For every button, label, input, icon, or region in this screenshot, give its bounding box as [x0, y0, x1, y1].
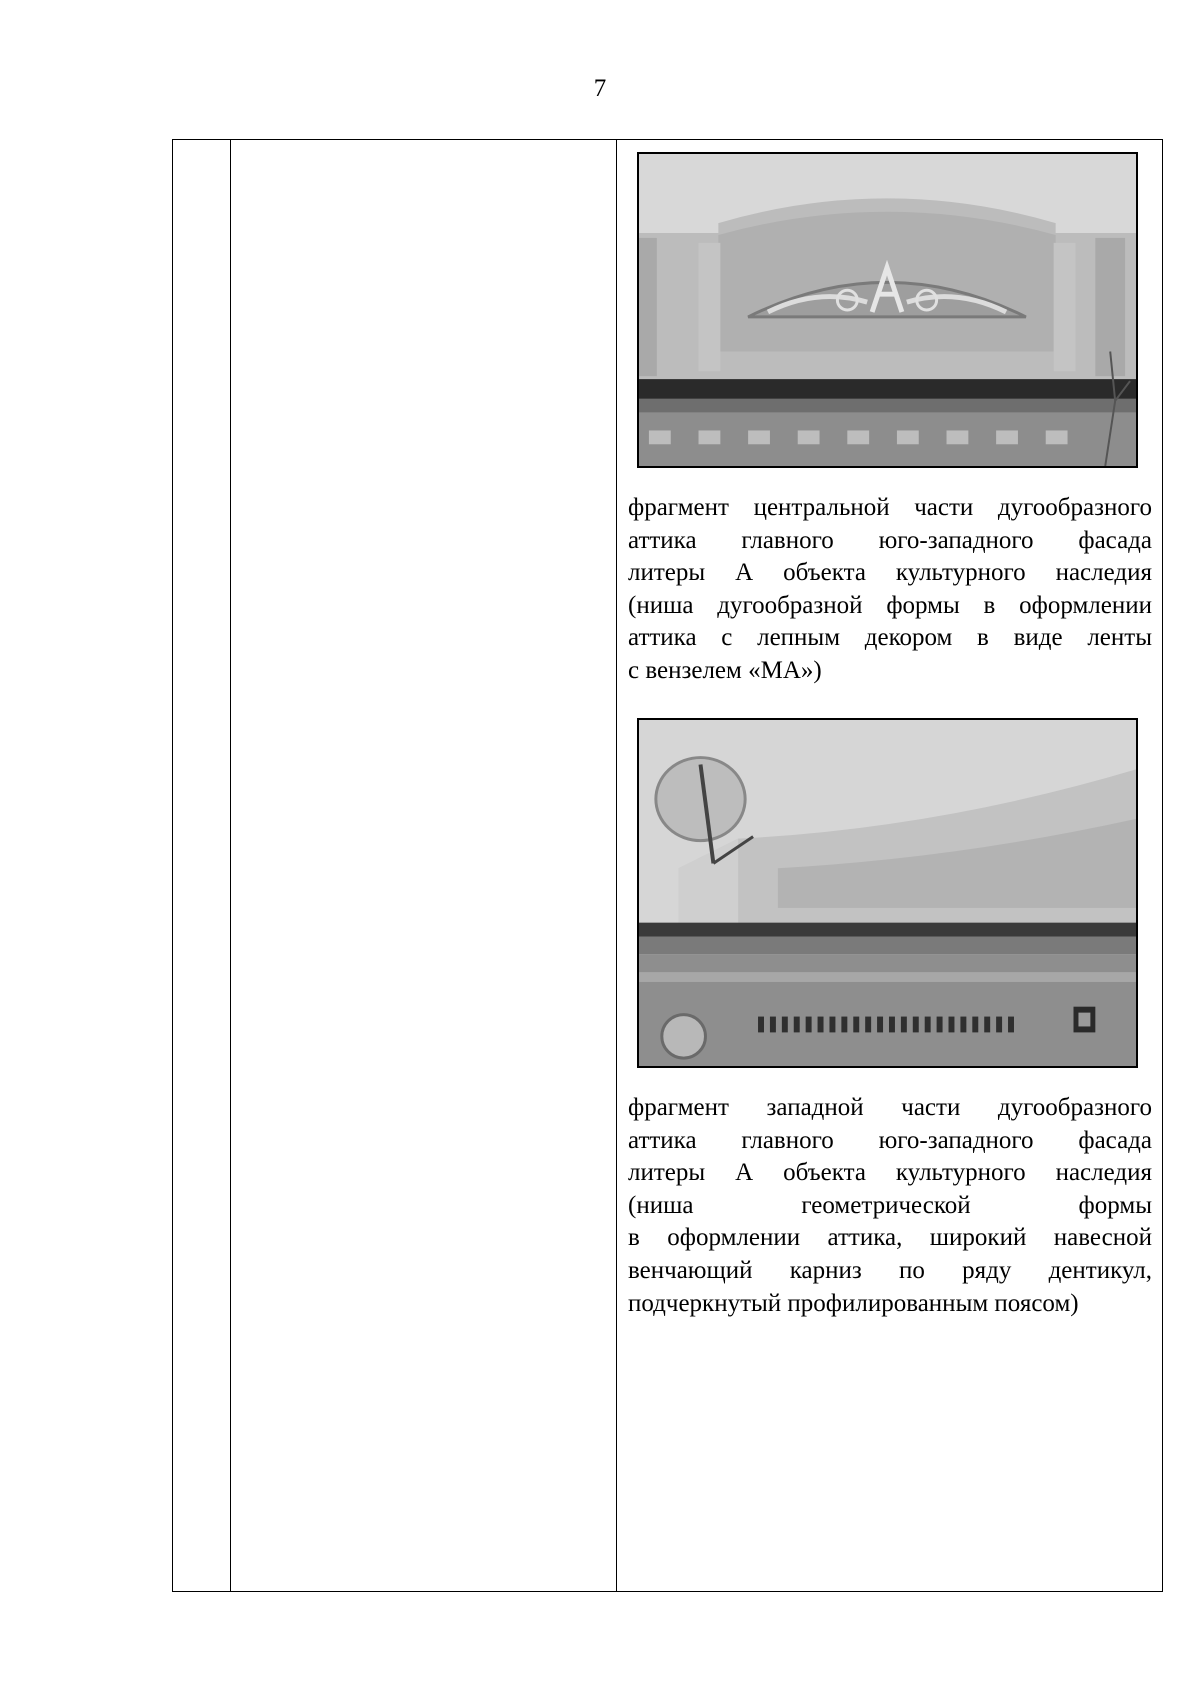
caption-line: литеры А объекта культурного наследия — [628, 559, 1152, 587]
caption-line: аттика главного юго-западного фасада — [628, 526, 1152, 554]
caption-line: в оформлении аттика, широкий навесной — [628, 1224, 1152, 1252]
caption-line: (ниша геометрической формы — [628, 1191, 1152, 1219]
caption-line: подчеркнутый профилированным поясом) — [628, 1289, 1079, 1317]
caption-line: литеры А объекта культурного наследия — [628, 1159, 1152, 1187]
caption-photo-2 — [628, 1092, 1152, 1320]
attic-west-part-photo — [637, 718, 1138, 1068]
caption-line: венчающий карниз по ряду дентикул, — [628, 1256, 1152, 1284]
caption-line: (ниша дугообразной формы в оформлении — [628, 591, 1152, 619]
caption-line: фрагмент западной части дугообразного — [628, 1094, 1152, 1121]
caption-line: с вензелем «МА») — [628, 656, 822, 684]
caption-photo-1 — [628, 492, 1152, 688]
caption-line: фрагмент центральной части дугообразного — [628, 494, 1152, 521]
table-column-divider-1 — [230, 140, 231, 1591]
caption-line: аттика главного юго-западного фасада — [628, 1126, 1152, 1154]
caption-line: аттика с лепным декором в виде ленты — [628, 624, 1152, 652]
table-column-divider-2 — [616, 140, 617, 1591]
attic-arch-monogram-photo — [637, 152, 1138, 468]
page-number: 7 — [593, 75, 607, 102]
